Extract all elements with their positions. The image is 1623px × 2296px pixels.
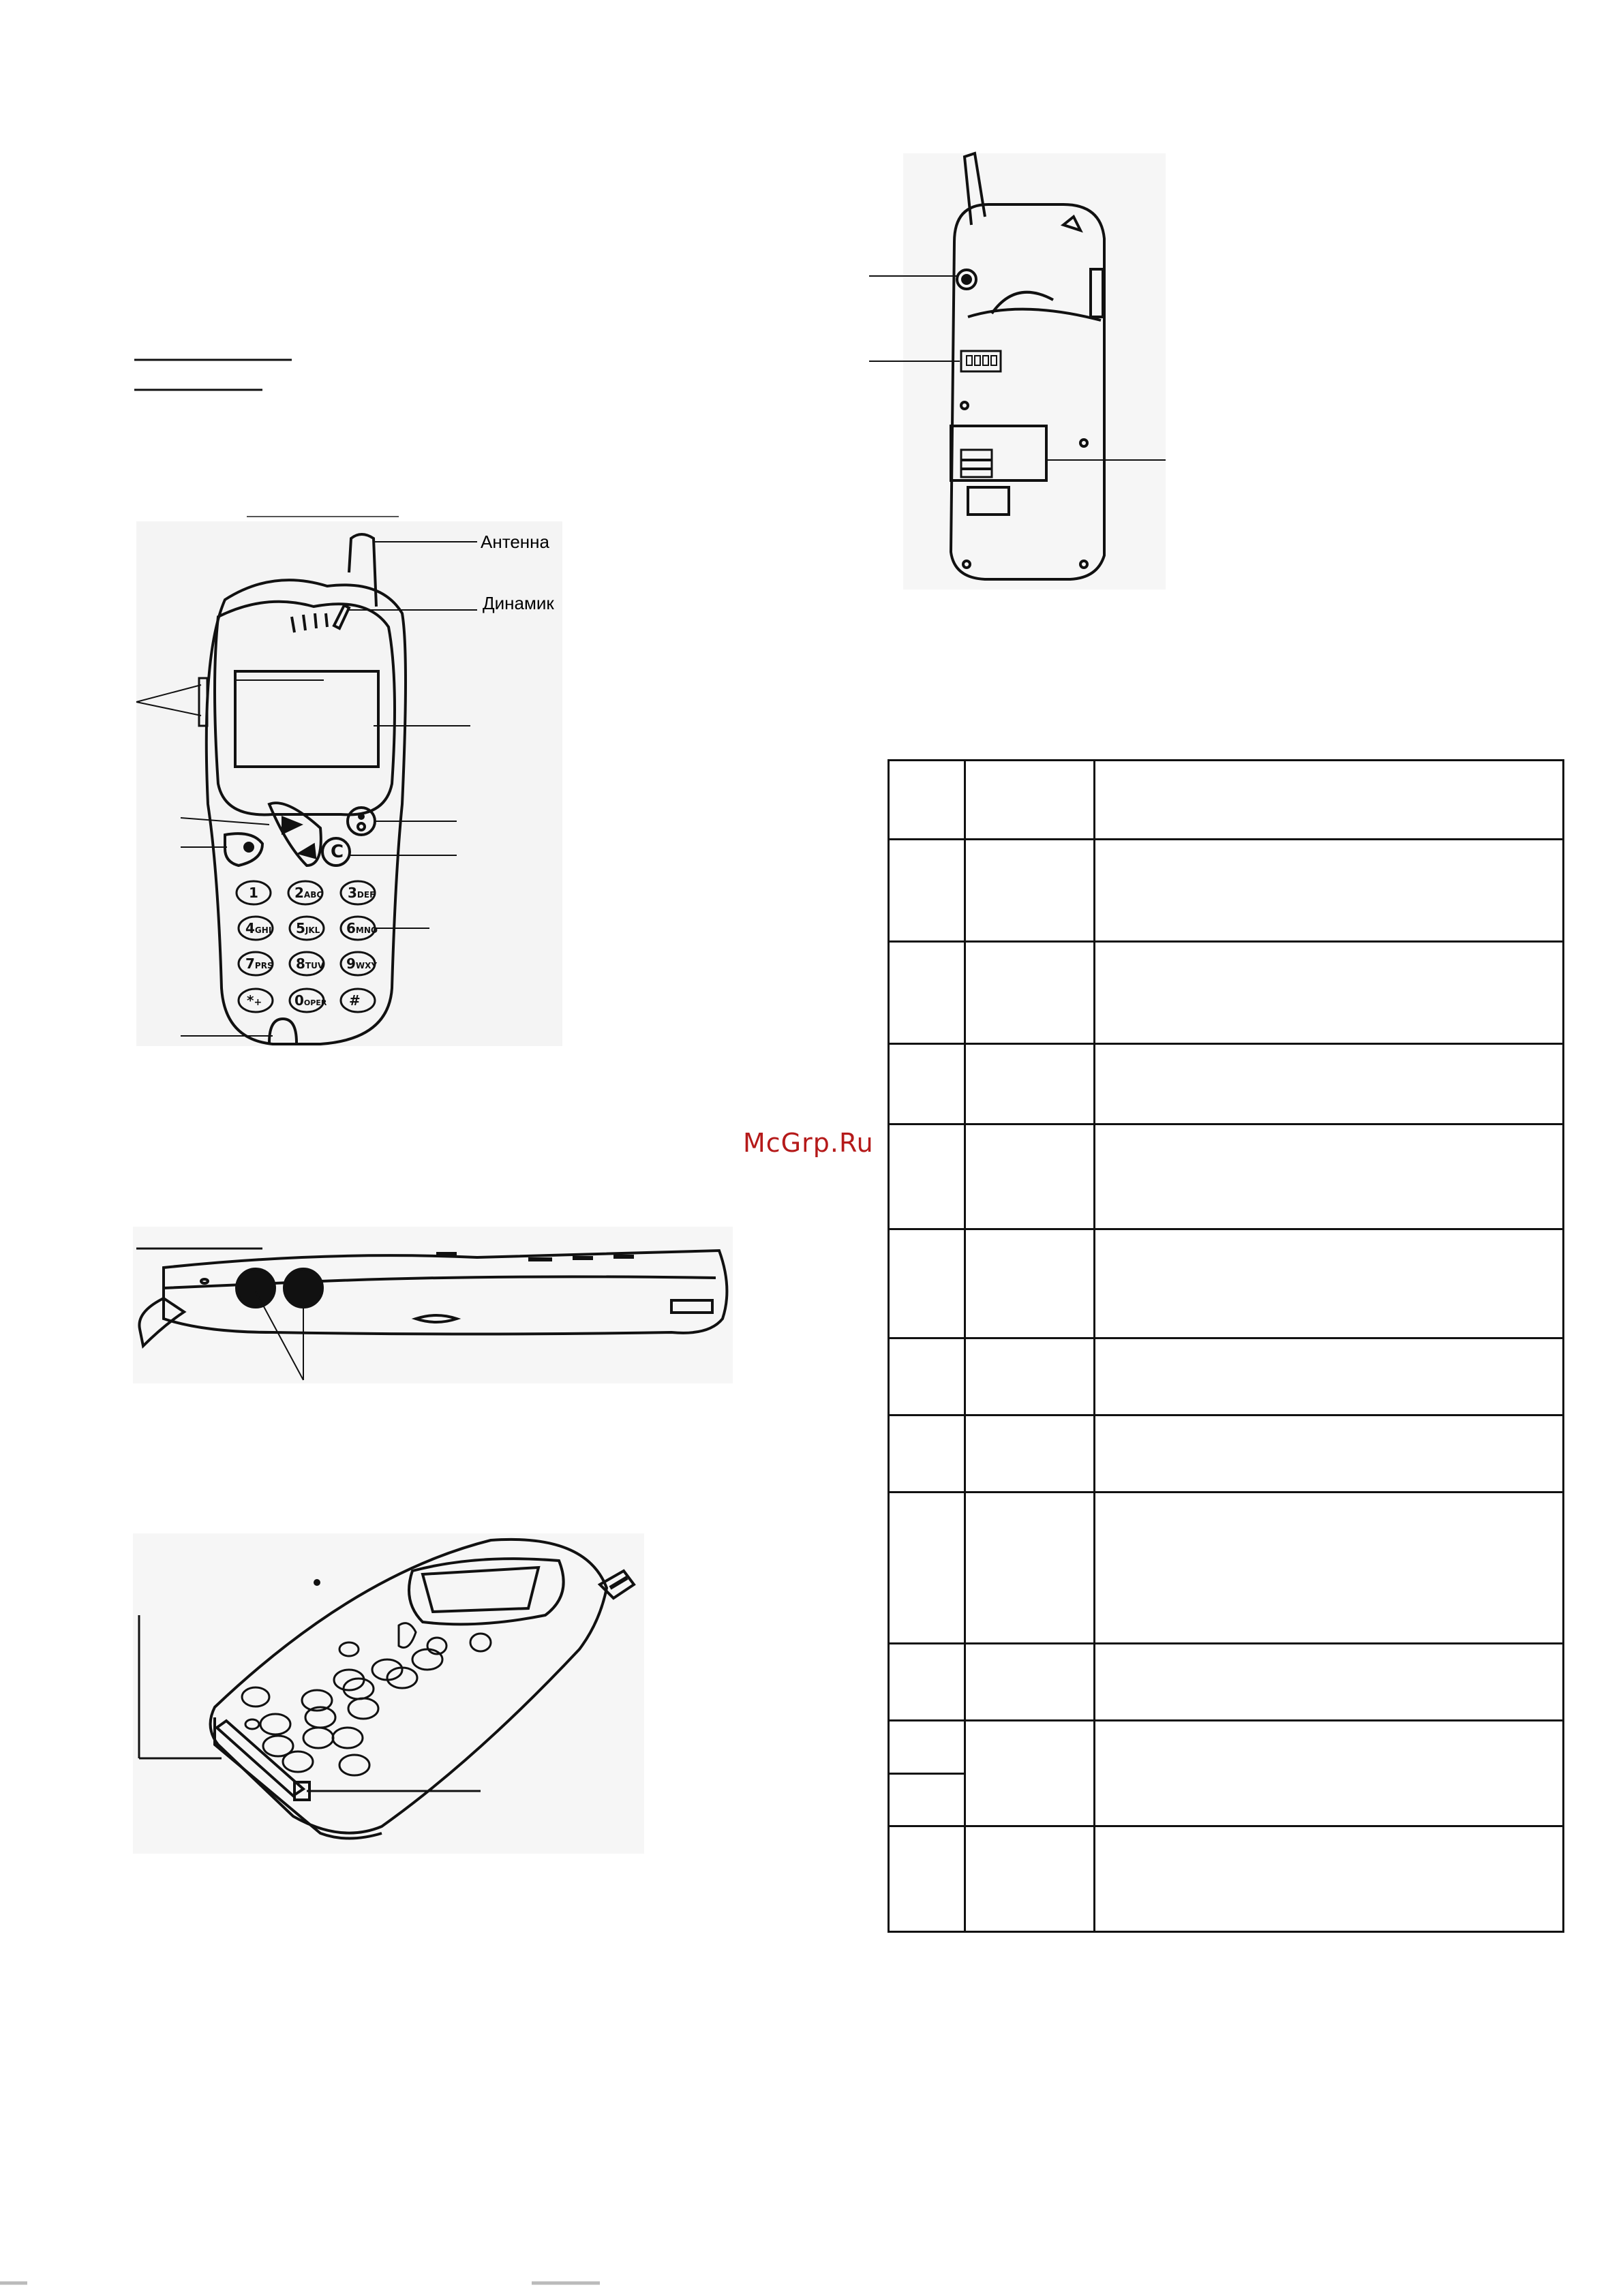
- phone-back-drawing: [869, 153, 1166, 590]
- watermark: McGrp.Ru: [743, 1128, 874, 1158]
- table-row: [889, 942, 1564, 1044]
- phone-angled-drawing: [133, 1533, 644, 1854]
- table-row: [889, 1493, 1564, 1644]
- svg-text:3DEF: 3DEF: [348, 885, 376, 901]
- svg-text:8TUV: 8TUV: [296, 955, 324, 972]
- phone-side-drawing: [133, 1227, 733, 1383]
- table-row: [889, 1338, 1564, 1415]
- table-row: [889, 840, 1564, 942]
- speaker-label: Динамик: [483, 593, 554, 613]
- table-row: [889, 1044, 1564, 1124]
- svg-text:0OPER: 0OPER: [294, 992, 327, 1009]
- table-row: [889, 1124, 1564, 1229]
- table-row: [889, 1229, 1564, 1338]
- svg-text:2ABC: 2ABC: [294, 885, 323, 901]
- table-row: [889, 1415, 1564, 1493]
- svg-text:7PRS: 7PRS: [245, 955, 273, 972]
- svg-text:1: 1: [249, 885, 258, 901]
- table-row: [889, 1720, 1564, 1773]
- svg-text:6MNO: 6MNO: [346, 920, 378, 936]
- table-row: [889, 761, 1564, 840]
- antenna-label: Антенна: [481, 532, 549, 552]
- svg-text:9WXY: 9WXY: [346, 955, 378, 972]
- svg-text:*+: *+: [247, 992, 262, 1009]
- svg-text:C: C: [331, 842, 344, 862]
- table-row: [889, 1826, 1564, 1931]
- spec-table: [888, 759, 1564, 1933]
- svg-text:5JKL: 5JKL: [296, 920, 320, 936]
- table-row: [889, 1644, 1564, 1720]
- svg-text:#: #: [349, 992, 361, 1009]
- svg-text:4GHI: 4GHI: [245, 920, 272, 936]
